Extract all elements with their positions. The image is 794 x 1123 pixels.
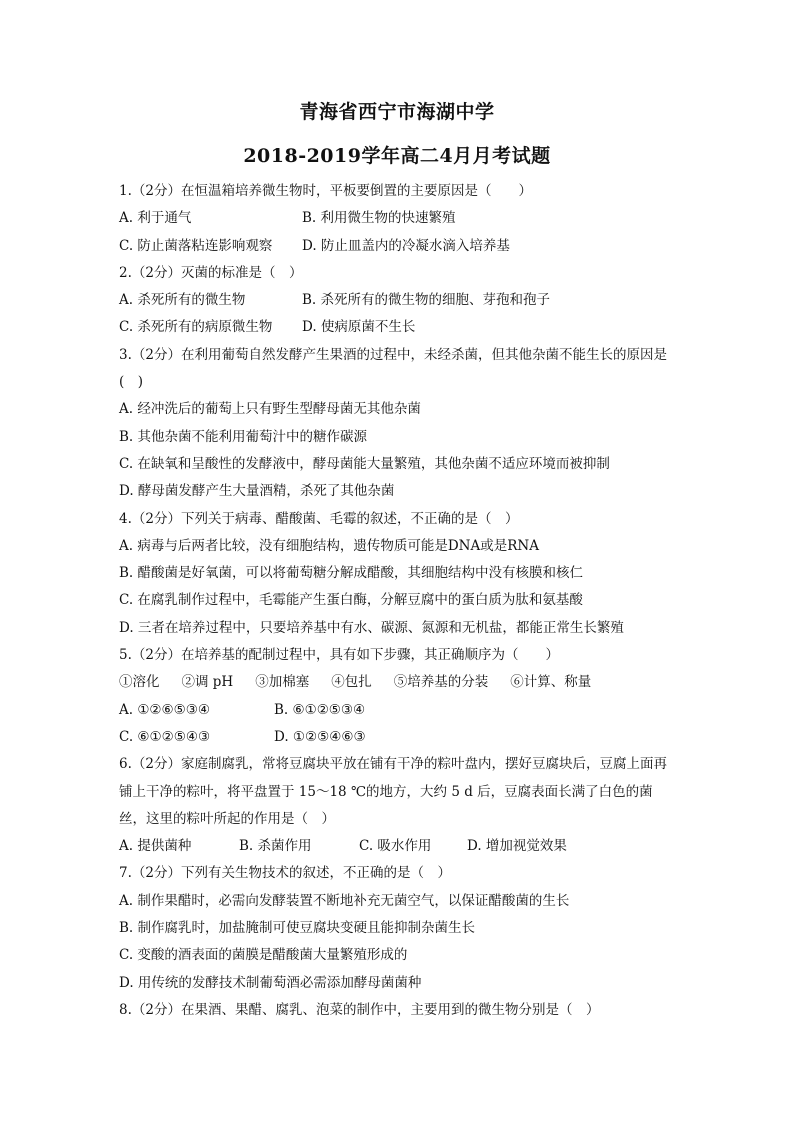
question-2-options-row-1 <box>119 287 679 314</box>
question-5-option-a: A. ①②⑥⑤③④ <box>119 701 210 718</box>
question-2-option-b: B. 杀死所有的微生物的细胞、芽孢和孢子 <box>302 292 551 309</box>
question-5-steps <box>119 669 679 696</box>
question-1-option-c: C. 防止菌落粘连影响观察 <box>119 237 273 254</box>
step-5: ⑤培养基的分装 <box>393 674 489 691</box>
question-1-option-b: B. 利用微生物的快速繁殖 <box>302 210 456 227</box>
question-6-option-c: C. 吸水作用 <box>359 838 432 855</box>
question-5-option-d: D. ①②⑤④⑥③ <box>274 728 366 745</box>
question-5-options-row-2 <box>119 724 679 751</box>
question-7-option-c: C. 变酸的酒表面的菌膜是醋酸菌大量繁殖形成的 <box>119 947 408 964</box>
question-7-stem: 7.（2分）下列有关生物技术的叙述，不正确的是（ ） <box>119 865 451 882</box>
step-3: ③加棉塞 <box>255 674 310 691</box>
question-4-stem: 4.（2分）下列关于病毒、醋酸菌、毛霉的叙述，不正确的是（ ） <box>119 510 519 527</box>
question-6-option-b: B. 杀菌作用 <box>239 838 312 855</box>
question-3-option-a: A. 经冲洗后的葡萄上只有野生型酵母菌无其他杂菌 <box>119 401 421 418</box>
question-8-stem: 8.（2分）在果酒、果醋、腐乳、泡菜的制作中，主要用到的微生物分别是（ ） <box>119 1001 600 1018</box>
question-4-option-d: D. 三者在培养过程中，只要培养基中有水、碳源、氮源和无机盐，都能正常生长繁殖 <box>119 619 624 636</box>
question-6-options-row <box>119 833 679 860</box>
step-4: ④包扎 <box>331 674 372 691</box>
question-6-stem: 6.（2分）家庭制腐乳，常将豆腐块平放在铺有干净的粽叶盘内，摆好豆腐块后，豆腐上面再铺上干净的粽叶，将平盘置于 15～18 ℃的地方，大约 5 d 后，豆腐表面长满了白色的菌丝，这里的粽叶所起的作用是（ ） <box>119 756 667 827</box>
step-6: ⑥计算、称量 <box>510 674 592 691</box>
question-3-option-d: D. 酵母菌发酵产生大量酒精，杀死了其他杂菌 <box>119 483 395 500</box>
question-7-option-b: B. 制作腐乳时，加盐腌制可使豆腐块变硬且能抑制杂菌生长 <box>119 920 476 937</box>
question-2-option-a: A. 杀死所有的微生物 <box>119 292 246 309</box>
question-3-option-c: C. 在缺氧和呈酸性的发酵液中，酵母菌能大量繁殖，其他杂菌不适应环境而被抑制 <box>119 455 610 472</box>
question-5-options-row-1 <box>119 697 679 724</box>
question-3-stem: 3.（2分）在利用葡萄自然发酵产生果酒的过程中，未经杀菌，但其他杂菌不能生长的原因是( ) <box>119 346 667 391</box>
question-2-option-d: D. 使病原菌不生长 <box>302 319 416 336</box>
question-2-options-row-2 <box>119 314 679 341</box>
question-6-option-d: D. 增加视觉效果 <box>467 838 567 855</box>
question-3-option-b: B. 其他杂菌不能利用葡萄汁中的糖作碳源 <box>119 428 368 445</box>
step-2: ②调 pH <box>181 674 234 691</box>
school-title: 青海省西宁市海湖中学 <box>299 101 495 123</box>
question-7-option-d: D. 用传统的发酵技术制葡萄酒必需添加酵母菌菌种 <box>119 974 422 991</box>
question-1-options-row-2 <box>119 233 679 260</box>
question-5-option-b: B. ⑥①②⑤③④ <box>274 701 366 718</box>
question-1-options-row-1 <box>119 205 679 232</box>
question-6-option-a: A. 提供菌种 <box>119 838 192 855</box>
question-5-option-c: C. ⑥①②⑤④③ <box>119 728 211 745</box>
question-4-option-b: B. 醋酸菌是好氧菌，可以将葡萄糖分解成醋酸，其细胞结构中没有核膜和核仁 <box>119 565 584 582</box>
question-1-option-d: D. 防止皿盖内的冷凝水滴入培养基 <box>302 237 510 254</box>
question-5-stem: 5.（2分）在培养基的配制过程中，具有如下步骤，其正确顺序为（ ） <box>119 647 559 664</box>
question-1-stem: 1.（2分）在恒温箱培养微生物时，平板要倒置的主要原因是（ ） <box>119 183 532 199</box>
question-7-option-a: A. 制作果醋时，必需向发酵装置不断地补充无菌空气，以保证醋酸菌的生长 <box>119 892 570 909</box>
question-4-option-a: A. 病毒与后两者比较，没有细胞结构，遗传物质可能是DNA或是RNA <box>119 537 539 554</box>
question-1-option-a: A. 利于通气 <box>119 210 192 227</box>
exam-title: 2018-2019学年高二4月月考试题 <box>243 145 551 167</box>
question-2-option-c: C. 杀死所有的病原微生物 <box>119 319 273 336</box>
question-2-stem: 2.（2分）灭菌的标准是（ ） <box>119 264 303 281</box>
question-4-option-c: C. 在腐乳制作过程中，毛霉能产生蛋白酶，分解豆腐中的蛋白质为肽和氨基酸 <box>119 592 583 609</box>
step-1: ①溶化 <box>119 674 160 691</box>
questions-list <box>119 178 679 1024</box>
